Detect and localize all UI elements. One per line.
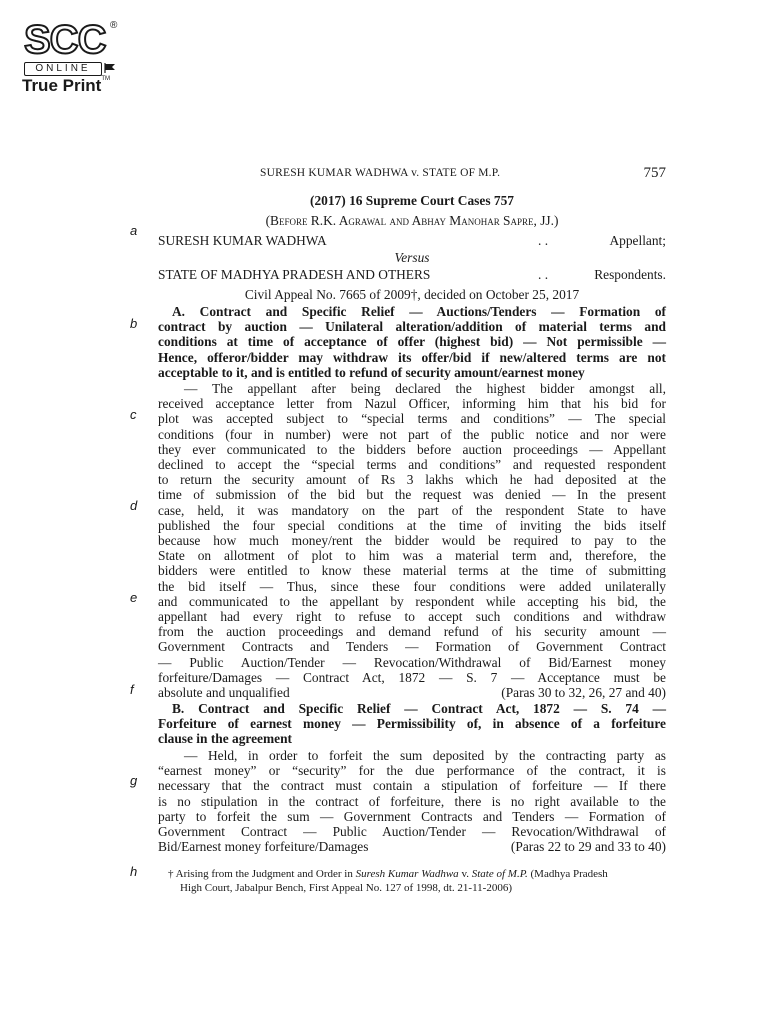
paragraph-a-line: — Public Auction/Tender — Revocation/Withdrawal of Bid/Earnest money xyxy=(158,654,666,670)
paragraph-a-line: published the four special conditions at the time of inviting the bids itself xyxy=(158,517,666,533)
headnote-b-line: clause in the agreement xyxy=(158,731,293,747)
flag-icon xyxy=(104,63,116,73)
paragraph-b xyxy=(158,748,666,854)
paragraph-a-line: because how much money/rent the bidder would be required to pay to the xyxy=(158,533,666,549)
margin-letter-d: d xyxy=(130,498,138,513)
scc-online-logo xyxy=(20,18,120,95)
footnote-line-2: High Court, Jabalpur Bench, First Appeal No. 127 of 1998, dt. 21-11-2006) xyxy=(180,881,512,894)
paragraph-b-last-line xyxy=(158,839,666,854)
footnote-line-1: † Arising from the Judgment and Order in Suresh Kumar Wadhwa v. State of M.P. (Madhya Pradesh xyxy=(168,868,608,880)
running-head-title: SURESH KUMAR WADHWA v. STATE OF M.P. xyxy=(260,167,501,179)
margin-letter-a: a xyxy=(130,223,138,238)
margin-letter-b: b xyxy=(130,316,138,331)
page-number: 757 xyxy=(643,165,666,181)
margin-letter-f: f xyxy=(130,682,134,697)
paragraph-a-line: time of submission of the bid but the request was denied — In the present xyxy=(158,487,666,503)
paragraph-a-line: plot was accepted subject to “special terms and conditions” — The special xyxy=(158,411,666,427)
paragraph-b-line: Government Contract — Public Auction/Tender — Revocation/Withdrawal of xyxy=(158,824,666,840)
paragraph-b-line: — Held, in order to forfeit the sum deposited by the contracting party as xyxy=(184,748,666,763)
paragraph-a-line: they ever communicated to the bidders before auction proceedings — Appellant xyxy=(158,441,666,457)
respondent-line xyxy=(158,267,666,282)
paragraph-a-last-text: absolute and unqualified xyxy=(158,685,290,701)
paragraph-a-line: case, held, it was mandatory on the part of the respondent State to have xyxy=(158,502,666,518)
paragraph-a-line: — The appellant after being declared the highest bidder amongst all, xyxy=(184,381,666,396)
headnote-a xyxy=(158,304,666,380)
respondent-name: STATE OF MADHYA PRADESH AND OTHERS xyxy=(158,267,431,282)
appellant-dots: . . xyxy=(538,233,549,248)
margin-letter-g: g xyxy=(130,773,138,788)
respondent-dots: . . xyxy=(538,267,549,282)
paragraph-a-line: forfeiture/Damages — Contract Act, 1872 — S. 7 — Acceptance must be xyxy=(158,669,666,685)
paragraph-a-line: and communicated to the appellant by respondent while accepting his bid, the xyxy=(158,593,666,609)
logo-registered-mark: ® xyxy=(110,20,118,31)
headnote-a-line: A. Contract and Specific Relief — Auctions/Tenders — Formation of xyxy=(172,304,666,319)
paragraph-a-paras-ref: (Paras 30 to 32, 26, 27 and 40) xyxy=(501,685,666,701)
appellant-name: SURESH KUMAR WADHWA xyxy=(158,233,327,248)
margin-letter-c: c xyxy=(130,407,137,422)
footnote xyxy=(168,868,668,895)
paragraph-b-paras-ref: (Paras 22 to 29 and 33 to 40) xyxy=(510,839,666,855)
headnote-b-line: B. Contract and Specific Relief — Contract Act, 1872 — S. 74 — xyxy=(172,701,666,716)
paragraph-a-line: received acceptance letter from Nazul Officer, informing him that his bid for xyxy=(158,396,666,412)
paragraph-a-line: to return the security amount of Rs 3 lakhs which he had deposited at the xyxy=(158,472,666,488)
running-head xyxy=(158,167,666,187)
citation: (2017) 16 Supreme Court Cases 757 xyxy=(310,193,514,208)
headnote-b xyxy=(158,701,666,747)
headnote-a-line: acceptable to it, and is entitled to refund of security amount/earnest money xyxy=(158,364,585,380)
paragraph-b-line: “earnest money” or “security” for the due performance of the contract, it is xyxy=(158,763,666,779)
margin-letter-e: e xyxy=(130,590,138,605)
margin-letter-h: h xyxy=(130,864,138,879)
respondent-role: Respondents. xyxy=(594,267,666,282)
paragraph-b-line: is no stipulation in the contract of forfeiture, there is no right available to the xyxy=(158,793,666,809)
headnote-b-line: Forfeiture of earnest money — Permissibility of, in absence of a forfeiture xyxy=(158,716,666,732)
paragraph-a xyxy=(158,381,666,700)
logo-brand: SCC xyxy=(24,18,106,62)
versus: Versus xyxy=(394,250,430,265)
appellant-role: Appellant; xyxy=(609,233,666,248)
headnote-a-line: Hence, offeror/bidder may withdraw its offer/bid if new/altered terms are not xyxy=(158,349,666,365)
logo-true-print: True Print™ xyxy=(22,76,111,95)
logo-online-box: ONLINE xyxy=(24,62,102,76)
paragraph-b-line: necessary that the contract must contain a stipulation of forfeiture — If there xyxy=(158,778,666,794)
paragraph-b-line: party to forfeit the sum — Government Contracts and Tenders — Formation of xyxy=(158,808,666,824)
paragraph-a-line: declined to accept the “special terms and conditions” and requested respondent xyxy=(158,457,666,473)
bench: (Before R.K. Agrawal and Abhay Manohar Sapre, JJ.) xyxy=(265,213,559,228)
case-line: Civil Appeal No. 7665 of 2009†, decided on October 25, 2017 xyxy=(244,287,580,302)
paragraph-a-line: the bid itself — Thus, since these four conditions were added unilaterally xyxy=(158,578,666,594)
paragraph-a-line: from the auction proceedings and demand refund of his security amount — xyxy=(158,624,666,640)
paragraph-a-line: appellant had every right to refuse to accept such conditions and withdraw xyxy=(158,609,666,625)
paragraph-a-last-line xyxy=(158,685,666,700)
paragraph-a-line: bidders were entitled to know these material terms at the time of submitting xyxy=(158,563,666,579)
headnote-a-line: contract by auction — Unilateral alteration/addition of material terms and xyxy=(158,319,666,335)
paragraph-b-last-text: Bid/Earnest money forfeiture/Damages xyxy=(158,839,369,855)
paragraph-a-line: conditions (four in number) were not part of the public notice and nor were xyxy=(158,426,666,442)
headnote-a-line: conditions at time of acceptance of offer (highest bid) — Not permissible — xyxy=(158,334,666,350)
paragraph-a-line: Government Contracts and Tenders — Formation of Government Contract xyxy=(158,639,666,655)
paragraph-a-line: State on allotment of plot to him was a material term and, therefore, the xyxy=(158,548,666,564)
appellant-line xyxy=(158,233,666,248)
